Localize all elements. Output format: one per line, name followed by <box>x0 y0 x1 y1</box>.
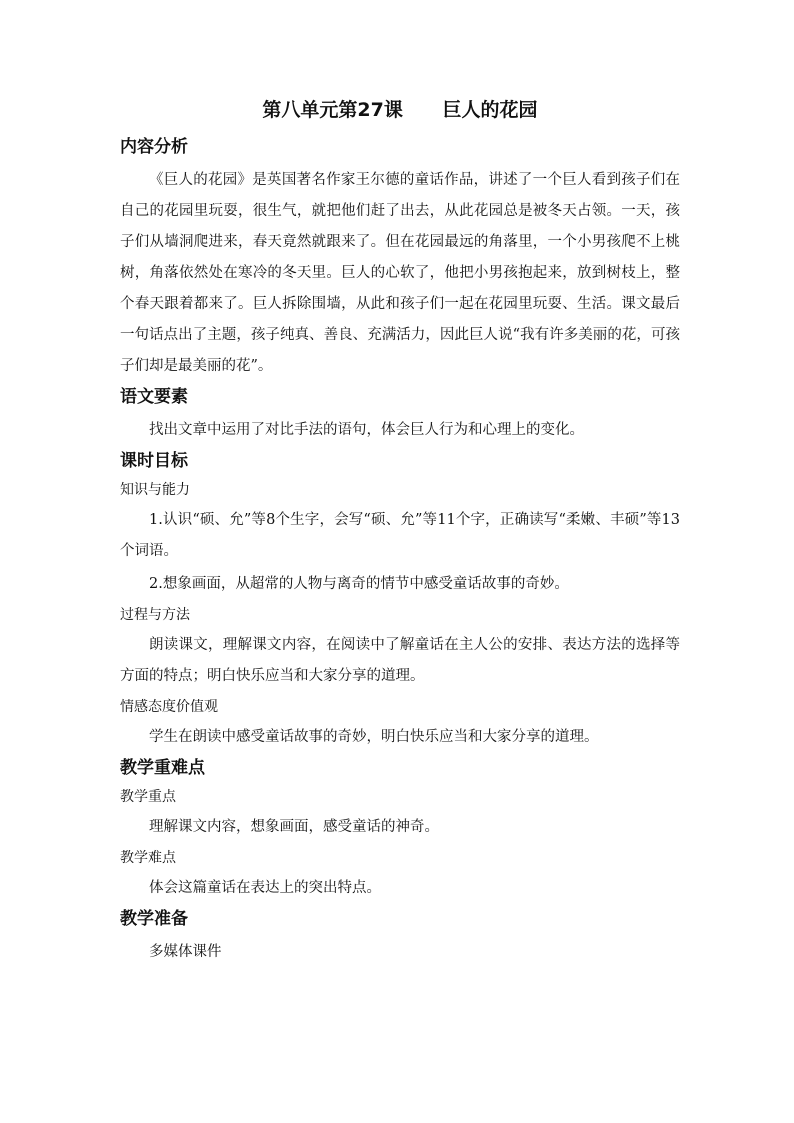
section-heading-preparation: 教学准备 <box>120 909 188 929</box>
subheading-key-point: 教学重点 <box>120 789 176 805</box>
process-paragraph: 朗读课文，理解课文内容，在阅读中了解童话在主人公的安排、表达方法的选择等方面的特点；明白快乐应当和大家分享的道理。 <box>120 637 680 684</box>
emotion-paragraph: 学生在朗读中感受童话故事的奇妙，明白快乐应当和大家分享的道理。 <box>149 729 599 745</box>
page-title: 第八单元第27课 巨人的花园 <box>262 99 538 121</box>
preparation-paragraph: 多媒体课件 <box>149 944 222 960</box>
subheading-knowledge: 知识与能力 <box>120 482 190 498</box>
subheading-emotion: 情感态度价值观 <box>120 699 218 715</box>
section-heading-content-analysis: 内容分析 <box>120 137 188 157</box>
section-heading-lesson-goals: 课时目标 <box>120 451 188 471</box>
section-heading-language-elements: 语文要素 <box>120 387 188 407</box>
document-page <box>120 96 680 970</box>
subheading-difficult-point: 教学难点 <box>120 850 176 866</box>
language-elements-paragraph: 找出文章中运用了对比手法的语句，体会巨人行为和心理上的变化。 <box>149 422 584 438</box>
content-analysis-paragraph: 《巨人的花园》是英国著名作家王尔德的童话作品，讲述了一个巨人看到孩子们在自己的花园里玩耍，很生气，就把他们赶了出去，从此花园总是被冬天占领。一天，孩子们从墙洞爬进来，春天竟然就跟来了。但在花园最远的角落里，一个小男孩爬不上桃树，角落依然处在寒冷的冬天里。巨人的心软了，他把小男孩抱起来，放到树枝上，整个春天跟着都来了。巨人拆除围墙，从此和孩子们一起在花园里玩耍、生活。课文最后一句话点出了主题，孩子纯真、善良、充满活力，因此巨人说“我有许多美丽的花，可孩子们却是最美丽的花”。 <box>120 172 680 374</box>
knowledge-item-1: 1.认识“硕、允”等8个生字，会写“硕、允”等11个字，正确读写“柔嫩、丰硕”等13个词语。 <box>120 512 680 559</box>
knowledge-item-2: 2.想象画面，从超常的人物与离奇的情节中感受童话故事的奇妙。 <box>149 576 569 592</box>
key-point-paragraph: 理解课文内容，想象画面，感受童话的神奇。 <box>149 819 439 835</box>
difficult-point-paragraph: 体会这篇童话在表达上的突出特点。 <box>149 880 381 896</box>
subheading-process: 过程与方法 <box>120 607 190 623</box>
section-heading-key-difficult: 教学重难点 <box>120 758 205 778</box>
